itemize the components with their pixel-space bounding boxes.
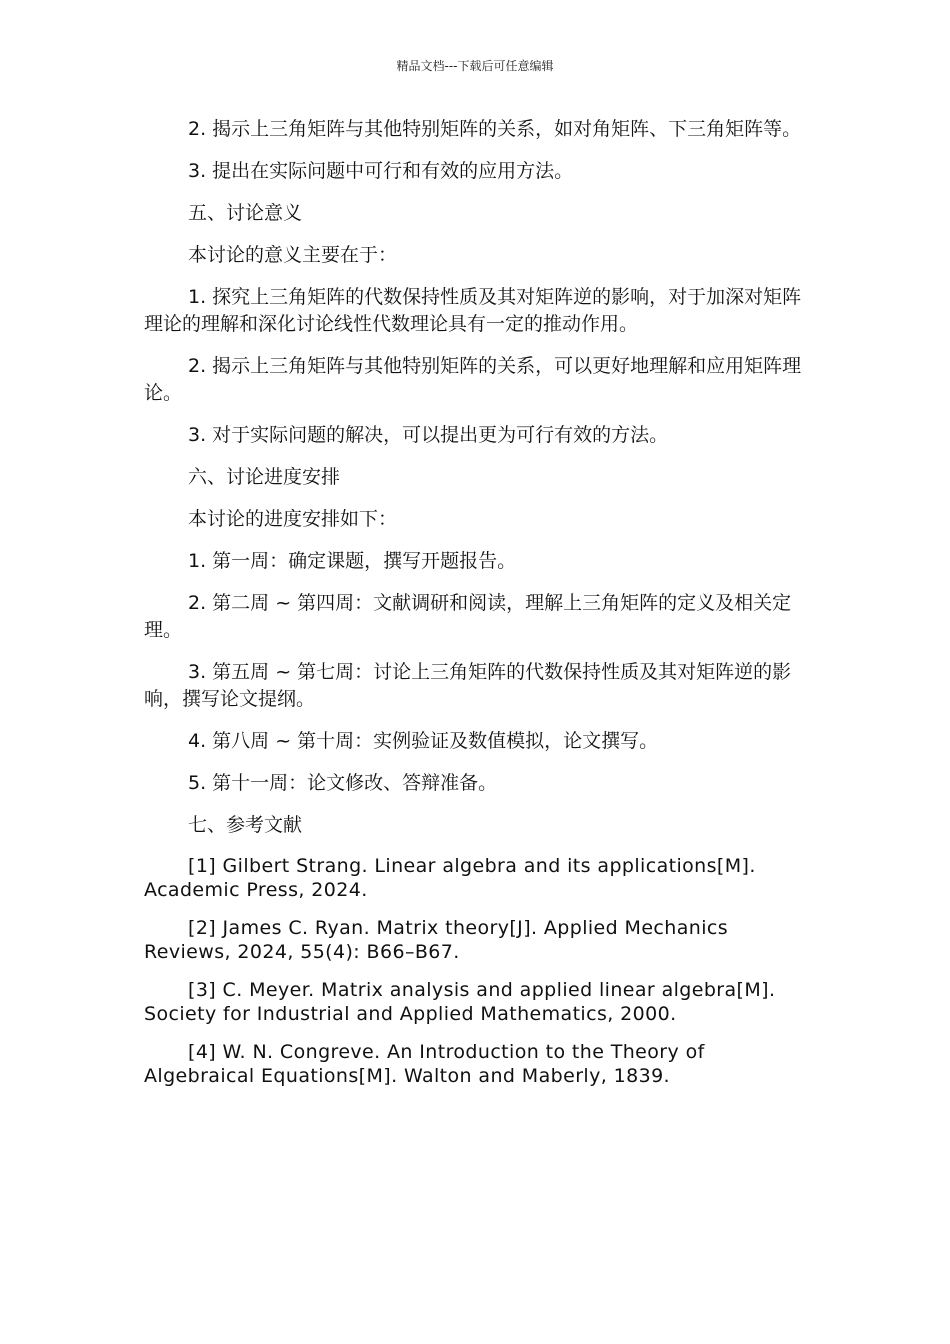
list-item-significance-1: 1. 探究上三角矩阵的代数保持性质及其对矩阵逆的影响，对于加深对矩阵理论的理解和深化讨论线性代数理论具有一定的推动作用。 xyxy=(144,286,802,335)
list-item-schedule-5: 5. 第十一周：论文修改、答辩准备。 xyxy=(188,772,498,794)
section-heading-schedule: 六、讨论进度安排 xyxy=(188,466,341,488)
schedule-intro: 本讨论的进度安排如下： xyxy=(188,508,398,530)
section-heading-references: 七、参考文献 xyxy=(188,814,303,836)
list-item-schedule-4: 4. 第八周 ~ 第十周：实例验证及数值模拟，论文撰写。 xyxy=(188,730,659,752)
list-item-significance-2: 2. 揭示上三角矩阵与其他特别矩阵的关系，可以更好地理解和应用矩阵理论。 xyxy=(144,355,802,404)
list-item-schedule-2: 2. 第二周 ~ 第四周：文献调研和阅读，理解上三角矩阵的定义及相关定理。 xyxy=(144,592,792,641)
list-item-schedule-1: 1. 第一周：确定课题，撰写开题报告。 xyxy=(188,550,517,572)
list-item-schedule-3: 3. 第五周 ~ 第七周：讨论上三角矩阵的代数保持性质及其对矩阵逆的影响，撰写论文提纲。 xyxy=(144,661,792,710)
document-body xyxy=(144,116,808,1102)
reference-2: [2] James C. Ryan. Matrix theory[J]. Applied Mechanics Reviews, 2024, 55(4): B66–B67. xyxy=(144,917,729,963)
reference-3: [3] C. Meyer. Matrix analysis and applied linear algebra[M]. Society for Industrial and Applied Mathematics, 2000. xyxy=(144,979,776,1025)
reference-1: [1] Gilbert Strang. Linear algebra and its applications[M]. Academic Press, 2024. xyxy=(144,855,756,901)
significance-intro: 本讨论的意义主要在于： xyxy=(188,244,398,266)
reference-4: [4] W. N. Congreve. An Introduction to the Theory of Algebraical Equations[M]. Walton and Maberly, 1839. xyxy=(144,1041,705,1087)
list-item-objective-3: 3. 提出在实际问题中可行和有效的应用方法。 xyxy=(188,160,574,182)
page-header: 精品文档---下载后可任意编辑 xyxy=(396,59,554,73)
list-item-significance-3: 3. 对于实际问题的解决，可以提出更为可行有效的方法。 xyxy=(188,424,669,446)
list-item-objective-2: 2. 揭示上三角矩阵与其他特别矩阵的关系，如对角矩阵、下三角矩阵等。 xyxy=(188,118,802,140)
section-heading-significance: 五、讨论意义 xyxy=(188,202,303,224)
